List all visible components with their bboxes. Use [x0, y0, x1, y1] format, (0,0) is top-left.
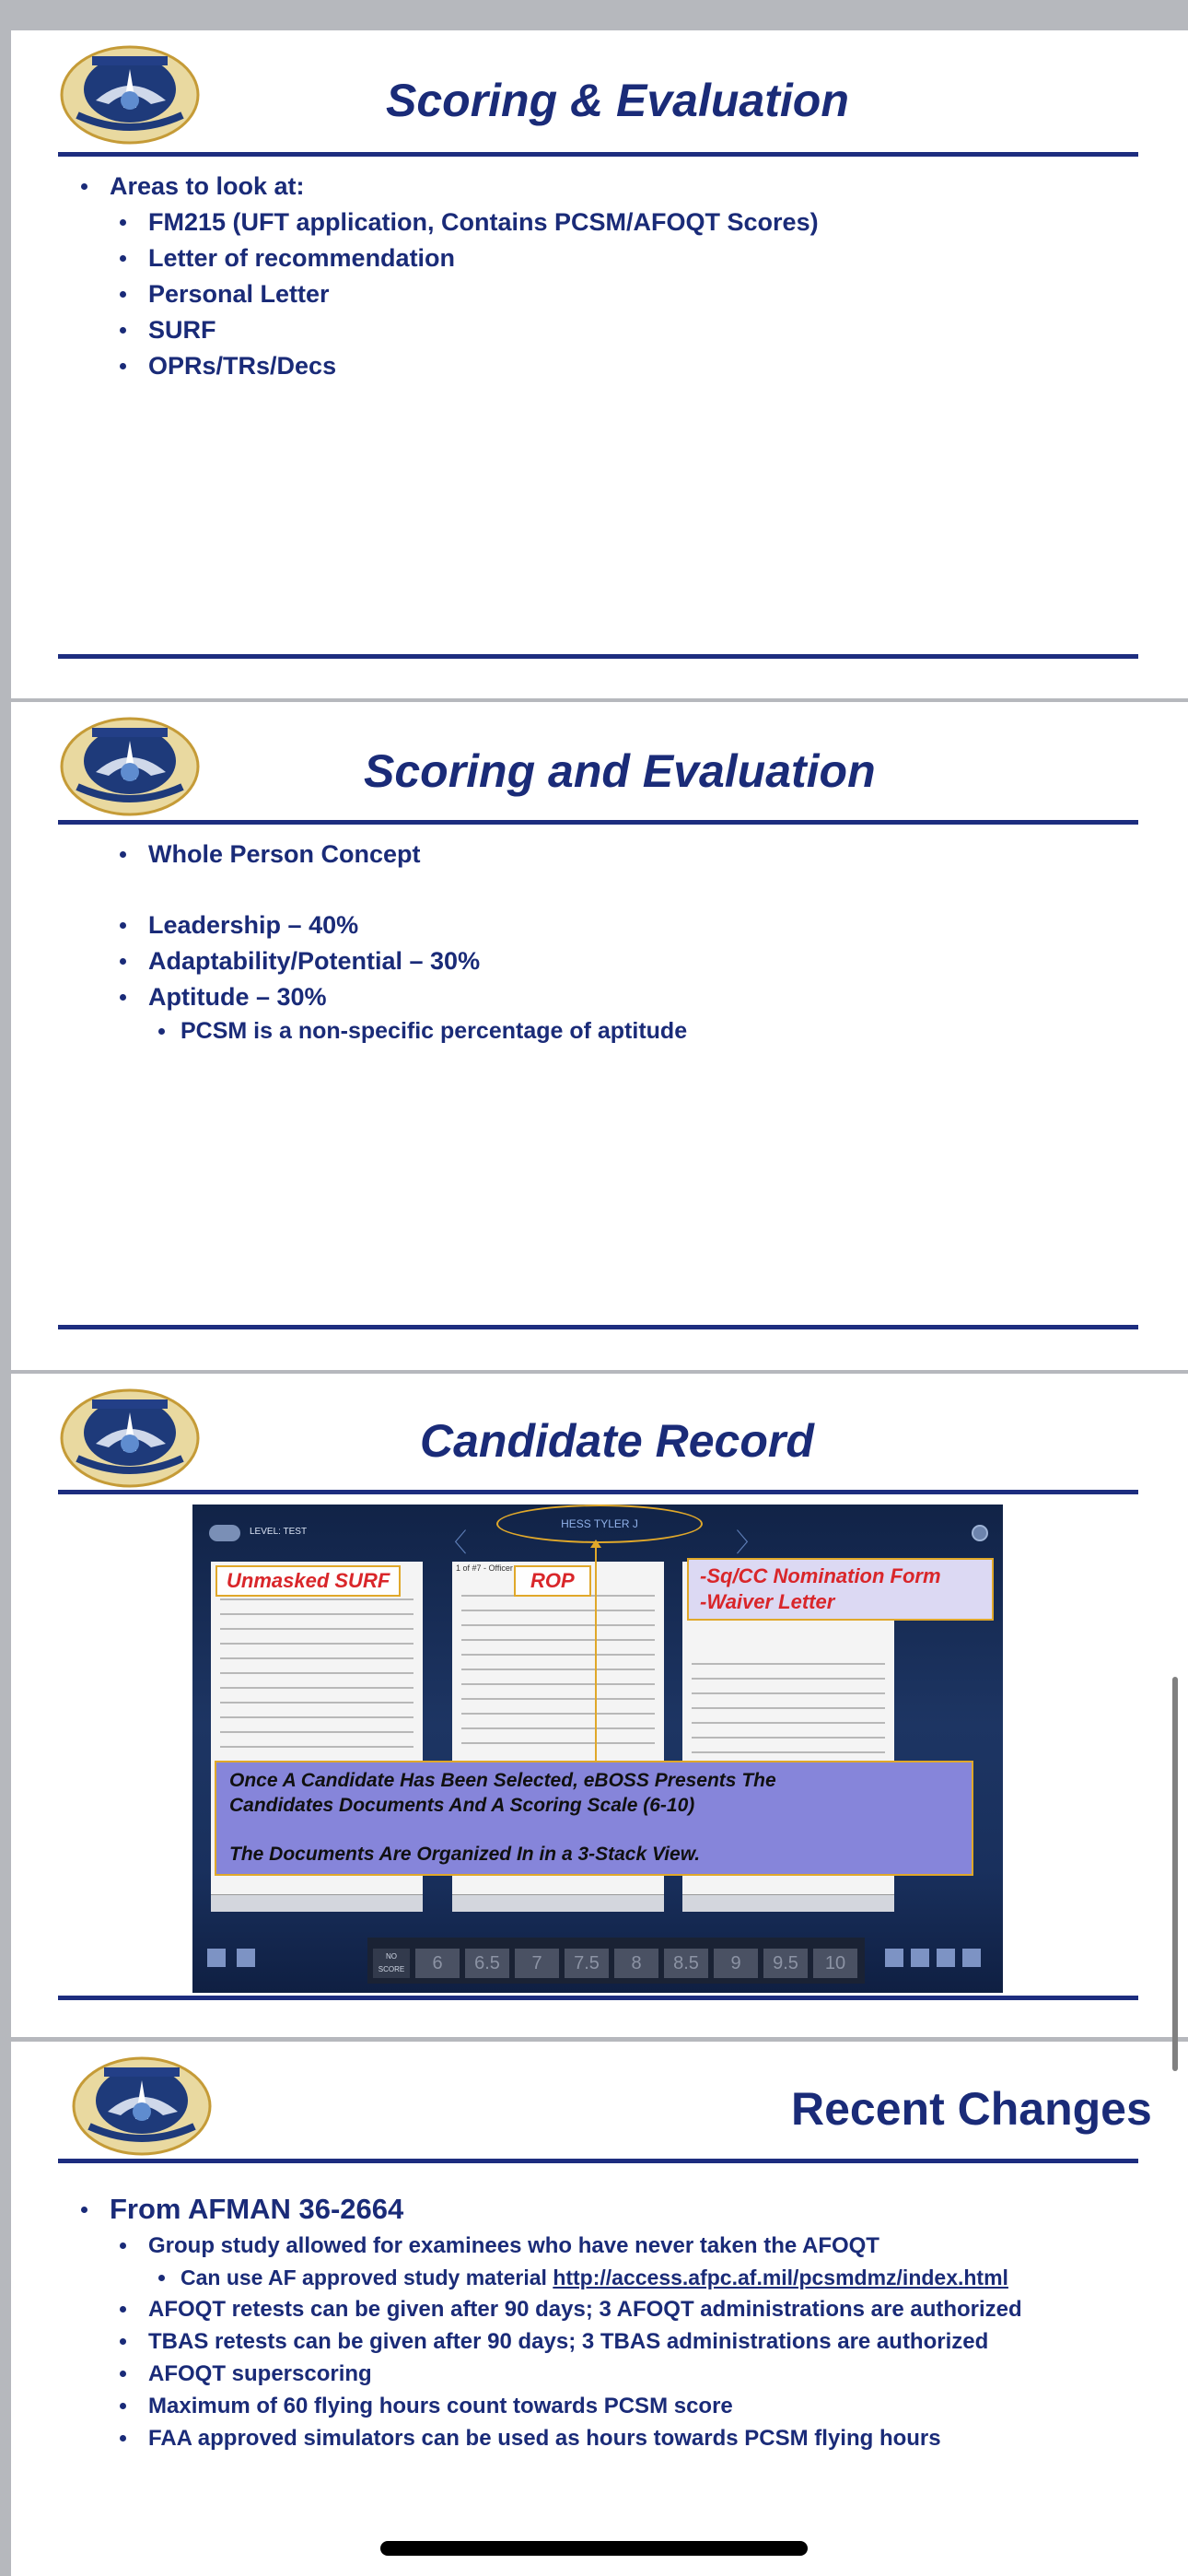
- footer-rule: [58, 1996, 1138, 2000]
- list-item: OPRs/TRs/Decs: [57, 348, 819, 384]
- label-line: -Sq/CC Nomination Form: [700, 1564, 941, 1587]
- list-item: TBAS retests can be given after 90 days; 3 TBAS administrations are authorized: [57, 2325, 1022, 2358]
- chevron-right-icon: 〉: [736, 1528, 763, 1557]
- afpc-seal-icon: [59, 1387, 202, 1490]
- label-line: -Waiver Letter: [700, 1590, 835, 1613]
- note-line: Once A Candidate Has Been Selected, eBOSS Presents The: [229, 1770, 776, 1791]
- edit-icon[interactable]: [911, 1949, 929, 1967]
- folder-icon[interactable]: [885, 1949, 903, 1967]
- list-item: [57, 2262, 1022, 2293]
- slide-3: [11, 1374, 1188, 2037]
- doc-toolbar: [682, 1894, 894, 1912]
- score-button[interactable]: 6: [415, 1949, 460, 1978]
- list-item: Letter of recommendation: [57, 240, 819, 276]
- score-button[interactable]: 7: [515, 1949, 559, 1978]
- afpc-seal-icon: [59, 43, 202, 146]
- home-indicator[interactable]: [380, 2541, 808, 2556]
- list-item: Adaptability/Potential – 30%: [57, 943, 687, 979]
- bookmark-icon[interactable]: [207, 1949, 226, 1967]
- bullet-list: [57, 2189, 1022, 2454]
- scrollbar[interactable]: [1172, 1677, 1178, 2071]
- list-item-text: Can use AF approved study material: [181, 2266, 553, 2289]
- callout-arrowhead: [590, 1540, 601, 1548]
- title-rule: [58, 152, 1138, 157]
- list-item: Leadership – 40%: [57, 907, 687, 943]
- gear-icon: [972, 1525, 988, 1541]
- afpc-seal-icon: [59, 715, 202, 818]
- eboss-screenshot: [192, 1505, 1003, 1993]
- score-button[interactable]: 9.5: [763, 1949, 808, 1978]
- title-rule: [58, 2159, 1138, 2163]
- score-button[interactable]: 10: [813, 1949, 857, 1978]
- list-item: From AFMAN 36-2664: [57, 2189, 1022, 2230]
- slide-2: [11, 702, 1188, 1370]
- score-button[interactable]: 7.5: [565, 1949, 609, 1978]
- doc-toolbar: [211, 1894, 423, 1912]
- slide-title: Scoring and Evaluation: [364, 745, 876, 797]
- list-item: Aptitude – 30%: [57, 979, 687, 1015]
- list-item: Areas to look at:: [57, 169, 819, 205]
- note-box: [215, 1761, 973, 1876]
- slide-4: [11, 2042, 1188, 2576]
- footer-rule: [58, 654, 1138, 659]
- briefcase-icon[interactable]: [962, 1949, 981, 1967]
- list-item: SURF: [57, 312, 819, 348]
- label-rop: ROP: [514, 1565, 591, 1597]
- score-button[interactable]: 8: [614, 1949, 658, 1978]
- score-button[interactable]: 8.5: [664, 1949, 708, 1978]
- footer-rule: [58, 1325, 1138, 1329]
- slide-title: Recent Changes: [791, 2083, 1152, 2135]
- title-rule: [58, 820, 1138, 825]
- doc-header: 1 of #7 - Officer: [456, 1563, 513, 1573]
- study-material-link[interactable]: http://access.afpc.af.mil/pcsmdmz/index.html: [553, 2266, 1008, 2289]
- nav-control-icon: [209, 1525, 240, 1541]
- doc-toolbar: [452, 1894, 664, 1912]
- note-line: Candidates Documents And A Scoring Scale (6-10): [229, 1795, 695, 1816]
- bullet-list: [57, 837, 687, 1048]
- slide-title: Candidate Record: [420, 1415, 814, 1467]
- list-item: AFOQT superscoring: [57, 2358, 1022, 2390]
- label-unmasked-surf: Unmasked SURF: [215, 1565, 401, 1597]
- title-rule: [58, 1490, 1138, 1494]
- score-button[interactable]: 6.5: [465, 1949, 509, 1978]
- afpc-seal-icon: [71, 2055, 214, 2158]
- list-item: FM215 (UFT application, Contains PCSM/AFOQT Scores): [57, 205, 819, 240]
- label-nomination-waiver: [687, 1558, 994, 1621]
- bullet-list: [57, 169, 819, 384]
- slide-title: Scoring & Evaluation: [386, 75, 849, 126]
- list-item: Maximum of 60 flying hours count towards PCSM score: [57, 2390, 1022, 2422]
- list-item: Personal Letter: [57, 276, 819, 312]
- list-item: FAA approved simulators can be used as hours towards PCSM flying hours: [57, 2422, 1022, 2454]
- chevron-left-icon: 〈: [441, 1528, 468, 1557]
- wrench-icon[interactable]: [937, 1949, 955, 1967]
- no-score-button[interactable]: NO SCORE: [373, 1949, 410, 1978]
- slide-1: [11, 30, 1188, 698]
- note-line: The Documents Are Organized In in a 3-Stack View.: [229, 1844, 701, 1865]
- list-item: PCSM is a non-specific percentage of aptitude: [57, 1015, 687, 1048]
- list-item: Group study allowed for examinees who have never taken the AFOQT: [57, 2230, 1022, 2262]
- notes-icon[interactable]: [237, 1949, 255, 1967]
- candidate-name: HESS TYLER J: [496, 1505, 703, 1543]
- scoring-scale: [367, 1938, 865, 1984]
- level-label: LEVEL: TEST: [250, 1527, 308, 1537]
- list-item: Whole Person Concept: [57, 837, 687, 872]
- list-item: AFOQT retests can be given after 90 days; 3 AFOQT administrations are authorized: [57, 2293, 1022, 2325]
- score-button[interactable]: 9: [714, 1949, 758, 1978]
